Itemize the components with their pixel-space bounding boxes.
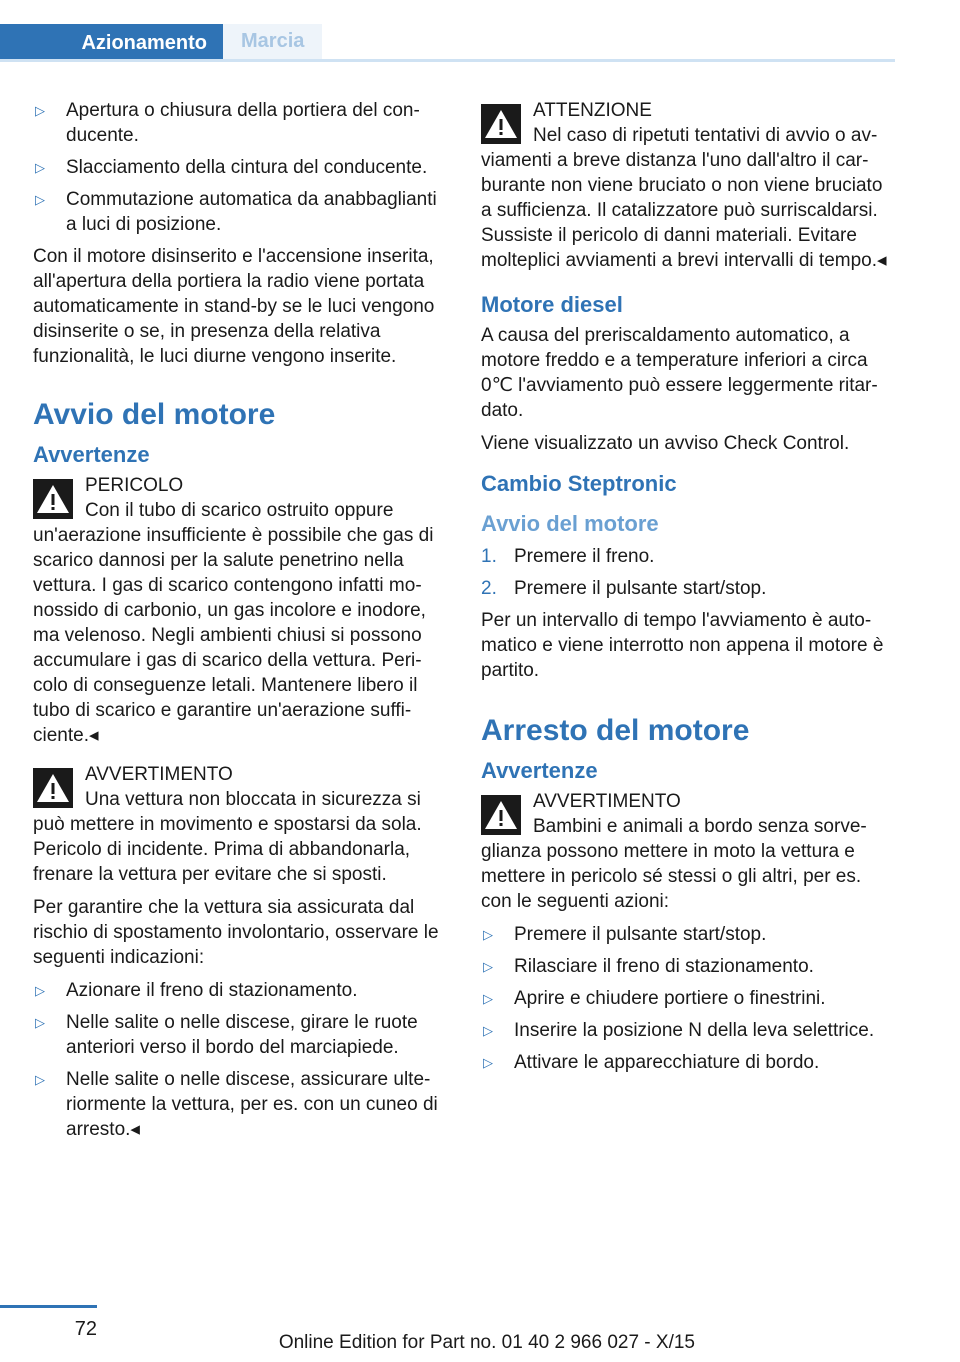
warning-text: Una vettura non bloccata in sicurezza si può mettere in movimento e spostarsi da sola. Pericolo di incidente. Prima di abbandonarla, frenare la vettura per evitare che si sposti. [33, 789, 422, 885]
page-number: 72 [74, 1318, 97, 1340]
list-item: ▷ Nelle salite o nelle discese, girare le ruote anteriori verso il bordo del marciapiede. [35, 1012, 418, 1058]
list-item: ▷ Slacciamento della cintura del conducente. [35, 157, 428, 178]
paragraph: A causa del preriscaldamento automatico, a motore freddo e a temperature inferiori a circa 0℃ l'avviamento può essere leggermente ritardato. [481, 325, 878, 421]
warning-block [481, 98, 895, 273]
triangle-bullet-icon: ▷ [35, 160, 45, 175]
edition-note: Online Edition for Part no. 01 40 2 966 027 - X/15 [278, 1332, 695, 1353]
paragraph: Per garantire che la vettura sia assicurata dal rischio di spostamento involontario, osservare le seguenti indicazioni: [33, 897, 439, 968]
warning-text: Con il tubo di scarico ostruito oppure un'aerazione insufficiente è possibile che gas di scarico dannosi per la salute penetrino nella vettura. I gas di scarico contengono infatti monossido di carbonio, un gas incolore e inodore, ma velenoso. Negli ambienti chiusi si possono accumulare i gas di scarico della vettura. Pericolo di conseguenze letali. Mantenere libero il tubo di scarico e garantire un'aerazione sufficiente.◂ [33, 500, 434, 746]
tab-azionamento[interactable]: Azionamento [0, 24, 223, 62]
list-item: ▷ Apertura o chiusura della portiera del conducente. [35, 100, 420, 146]
section-title: Avvio del motore [33, 398, 276, 431]
warning-triangle-icon [33, 768, 73, 808]
tab-marcia[interactable]: Marcia [223, 24, 322, 59]
paragraph: Con il motore disinserito e l'accensione inserita, all'apertura della portiera la radio viene portata automaticamente in stand-by se le luci vengono disinserite o se, in presenza della relativa funzionalità, le luci diurne vengono inserite. [33, 246, 435, 367]
warning-heading: PERICOLO [85, 475, 184, 496]
triangle-bullet-icon: ▷ [35, 1015, 45, 1030]
right-column [481, 98, 895, 1082]
subsection-title: Avvertenze [33, 442, 150, 467]
subsection-title: Motore diesel [481, 292, 623, 317]
warning-heading: ATTENZIONE [533, 100, 652, 121]
warning-heading: AVVERTIMENTO [85, 764, 233, 785]
triangle-bullet-icon: ▷ [483, 1023, 493, 1038]
warning-triangle-icon [481, 795, 521, 835]
triangle-bullet-icon: ▷ [35, 983, 45, 998]
footer-rule [0, 1305, 97, 1308]
header-divider [0, 59, 895, 62]
triangle-bullet-icon: ▷ [35, 1072, 45, 1087]
list-item: ▷ Aprire e chiudere portiere o finestrini. [483, 988, 826, 1009]
triangle-bullet-icon: ▷ [35, 103, 45, 118]
list-item: ▷ Commutazione automatica da anabbaglianti a luci di posizione. [35, 189, 437, 235]
paragraph: Viene visualizzato un avviso Check Control. [481, 433, 850, 454]
list-item: ▷ Nelle salite o nelle discese, assicurare ulteriormente la vettura, per es. con un cuneo di arresto.◂ [35, 1069, 438, 1140]
warning-block [33, 473, 445, 748]
list-item: 2. Premere il pulsante start/stop. [481, 578, 767, 599]
sub-subsection-title: Avvio del motore [481, 511, 659, 536]
triangle-bullet-icon: ▷ [35, 192, 45, 207]
list-item: ▷ Premere il pulsante start/stop. [483, 924, 767, 945]
triangle-bullet-icon: ▷ [483, 1055, 493, 1070]
warning-block [33, 762, 445, 887]
list-item: ▷ Azionare il freno di stazionamento. [35, 980, 358, 1001]
triangle-bullet-icon: ▷ [483, 991, 493, 1006]
warning-heading: AVVERTIMENTO [533, 791, 681, 812]
triangle-bullet-icon: ▷ [483, 959, 493, 974]
section-title: Arresto del motore [481, 714, 750, 747]
paragraph: Per un intervallo di tempo l'avviamento è automatico e viene interrotto non appena il motore è partito. [481, 610, 884, 681]
warning-triangle-icon [33, 479, 73, 519]
subsection-title: Avvertenze [481, 758, 598, 783]
triangle-bullet-icon: ▷ [483, 927, 493, 942]
list-item: 1. Premere il freno. [481, 546, 655, 567]
warning-text: Nel caso di ripetuti tentativi di avvio o avviamenti a breve distanza l'uno dall'altro il carburante non viene bruciato o non viene bruciato a sufficienza. Il catalizzatore può surriscaldarsi. Sussiste il pericolo di danni materiali. Evitare molteplici avviamenti a brevi intervalli di tempo.◂ [481, 125, 887, 271]
subsection-title: Cambio Steptronic [481, 471, 677, 496]
header-bar [0, 24, 895, 62]
list-item: ▷ Attivare le apparecchiature di bordo. [483, 1052, 820, 1073]
warning-block [481, 789, 895, 914]
warning-triangle-icon [481, 104, 521, 144]
left-column [33, 98, 445, 1149]
warning-text: Bambini e animali a bordo senza sorveglianza possono mettere in moto la vettura e mettere in pericolo sé stessi o gli altri, per es. con le seguenti azioni: [481, 816, 867, 912]
list-item: ▷ Inserire la posizione N della leva selettrice. [483, 1020, 875, 1041]
list-item: ▷ Rilasciare il freno di stazionamento. [483, 956, 814, 977]
